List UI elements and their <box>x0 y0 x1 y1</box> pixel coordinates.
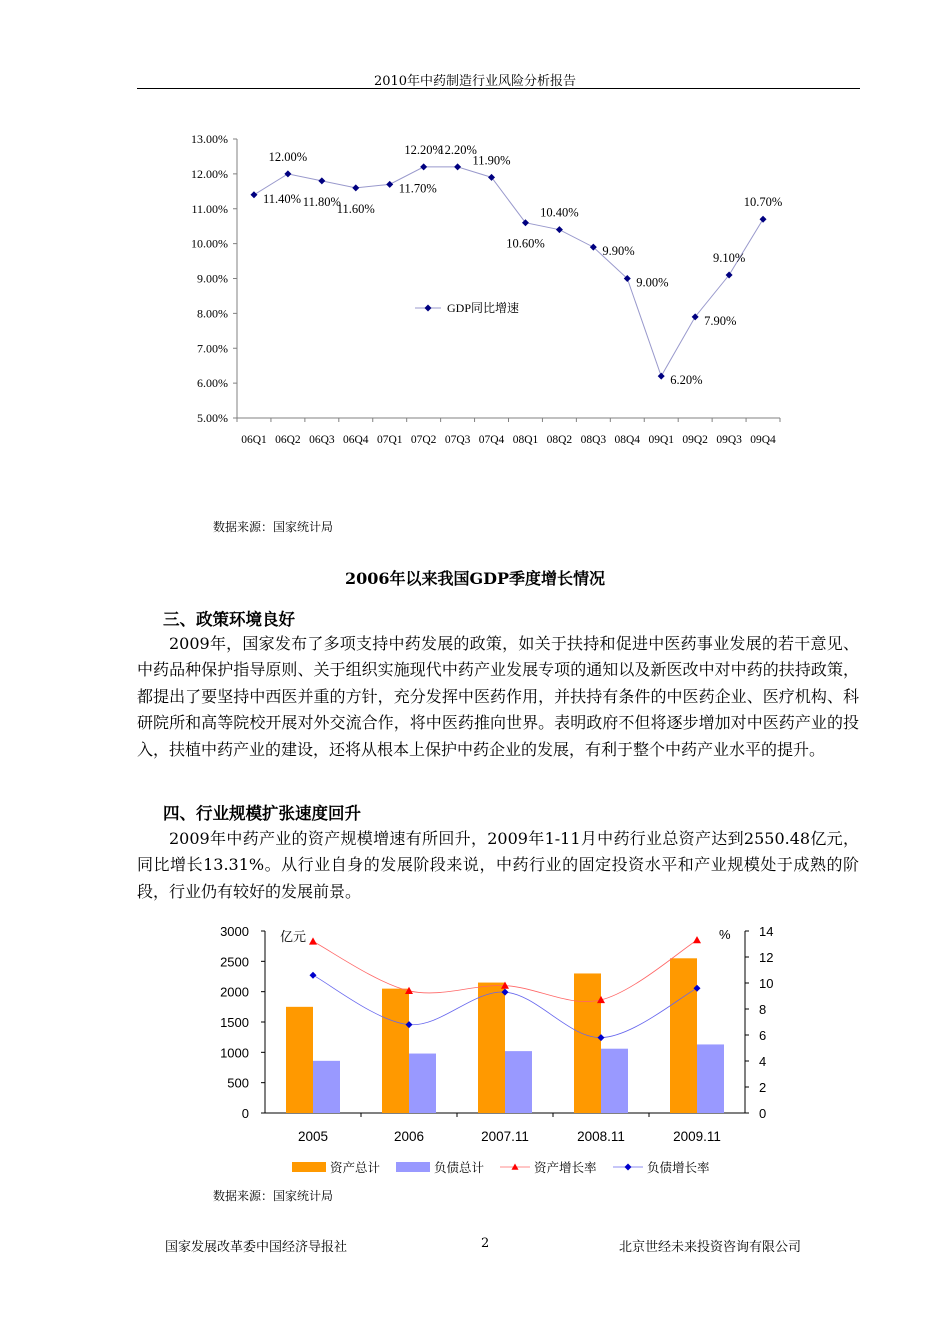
left-tick-label: 0 <box>241 1106 249 1121</box>
asset-rate-point <box>693 936 701 943</box>
right-tick-label: 6 <box>759 1028 767 1043</box>
liability-bar <box>601 1049 628 1113</box>
y-tick-label: 10.00% <box>191 236 228 251</box>
footer-left: 国家发展改革委中国经济导报社 <box>165 1240 348 1255</box>
x-tick-label: 09Q4 <box>750 434 776 446</box>
gdp-data-label: 12.20% <box>438 142 477 157</box>
asset-bar <box>382 989 409 1113</box>
y-tick-label: 9.00% <box>197 271 228 286</box>
gdp-point <box>352 184 359 191</box>
legend-liability-rate-marker <box>625 1164 632 1171</box>
x-tick-label: 06Q4 <box>343 434 369 446</box>
chart1-caption: 2006年以来我国GDP季度增长情况 <box>344 569 606 588</box>
y-tick-label: 7.00% <box>197 341 228 356</box>
gdp-point <box>386 181 393 188</box>
asset-rate-point <box>309 937 317 944</box>
section-paragraph-scale: 2009年中药产业的资产规模增速有所回升，2009年1-11月中药行业总资产达到2550.48亿元，同比增长13.31%。从行业自身的发展阶段来说，中药行业的固定投资水平和产业规模处于成熟的阶段，行业仍有较好的发展前景。 <box>137 829 859 901</box>
x-tick-label: 07Q2 <box>410 434 437 446</box>
gdp-point <box>420 163 427 170</box>
category-label: 2007.11 <box>481 1129 529 1144</box>
y-tick-label: 6.00% <box>197 376 228 391</box>
category-label: 2008.11 <box>577 1129 625 1144</box>
y-tick-label: 13.00% <box>191 132 228 146</box>
x-tick-label: 09Q3 <box>716 434 742 446</box>
asset-bar <box>286 1007 313 1113</box>
right-tick-label: 10 <box>759 976 774 991</box>
category-label: 2005 <box>297 1129 329 1144</box>
x-tick-label: 08Q1 <box>512 434 539 446</box>
left-tick-label: 1500 <box>220 1015 249 1030</box>
gdp-data-label: 9.00% <box>636 275 669 290</box>
assets-liabilities-chart <box>195 918 795 1183</box>
x-tick-label: 09Q1 <box>648 434 674 446</box>
right-tick-label: 4 <box>759 1054 767 1069</box>
gdp-data-label: 10.40% <box>540 205 579 220</box>
gdp-data-label: 11.90% <box>472 153 511 168</box>
footer-page-number: 2 <box>481 1236 490 1251</box>
gdp-data-label: 7.90% <box>704 313 737 328</box>
asset-bar <box>478 983 505 1113</box>
asset-bar <box>670 958 697 1113</box>
right-tick-label: 8 <box>759 1002 767 1017</box>
legend-label: GDP同比增速 <box>447 301 520 315</box>
category-label: 2006 <box>393 1129 425 1144</box>
gdp-data-label: 9.10% <box>712 251 746 266</box>
x-tick-label: 08Q2 <box>546 434 573 446</box>
gdp-data-label: 9.90% <box>602 244 635 259</box>
left-tick-label: 3000 <box>220 924 249 939</box>
right-tick-label: 2 <box>759 1080 767 1095</box>
y-tick-label: 12.00% <box>191 166 228 181</box>
legend-asset-label: 资产总计 <box>330 1161 381 1175</box>
gdp-data-label: 11.70% <box>398 181 437 196</box>
gdp-data-label: 12.00% <box>268 149 308 164</box>
liability-bar <box>505 1051 532 1113</box>
right-axis-unit: % <box>719 927 731 942</box>
gdp-point <box>454 163 461 170</box>
x-tick-label: 09Q2 <box>682 434 708 446</box>
gdp-point <box>760 216 767 223</box>
x-tick-label: 06Q2 <box>275 434 301 446</box>
gdp-data-label: 11.80% <box>302 194 341 209</box>
gdp-point <box>318 177 325 184</box>
left-tick-label: 1000 <box>220 1045 249 1061</box>
left-tick-label: 2500 <box>220 954 249 970</box>
chart1-source: 数据来源：国家统计局 <box>213 520 334 534</box>
legend-liability-rate-label: 负债增长率 <box>647 1161 710 1175</box>
gdp-growth-chart <box>160 120 800 450</box>
liability-bar <box>409 1054 436 1113</box>
right-tick-label: 0 <box>759 1106 767 1121</box>
gdp-point <box>250 191 257 198</box>
x-tick-label: 06Q3 <box>309 434 335 446</box>
category-label: 2009.11 <box>673 1129 721 1144</box>
page-header-title: 2010年中药制造行业风险分析报告 <box>373 74 577 89</box>
legend-liability-swatch <box>396 1162 430 1172</box>
x-tick-label: 07Q4 <box>478 434 505 446</box>
x-tick-label: 07Q1 <box>376 434 403 446</box>
x-tick-label: 08Q4 <box>614 434 641 446</box>
right-tick-label: 12 <box>759 950 774 965</box>
section-heading-scale: 四、行业规模扩张速度回升 <box>163 804 361 823</box>
asset-bar <box>574 973 601 1113</box>
legend-asset-rate-label: 资产增长率 <box>534 1161 597 1175</box>
gdp-point <box>284 170 291 177</box>
liability-bar <box>313 1061 340 1113</box>
x-tick-label: 06Q1 <box>241 434 267 446</box>
x-tick-label: 07Q3 <box>444 434 471 446</box>
left-axis-unit: 亿元 <box>280 929 307 944</box>
y-tick-label: 5.00% <box>197 411 228 425</box>
header-divider <box>137 88 860 89</box>
legend-liability-label: 负债总计 <box>434 1161 485 1175</box>
chart2-source: 数据来源：国家统计局 <box>213 1189 334 1203</box>
legend-asset-swatch <box>292 1162 326 1172</box>
y-tick-label: 8.00% <box>197 306 228 321</box>
liability-bar <box>697 1044 724 1113</box>
section-heading-policy: 三、政策环境良好 <box>163 610 295 629</box>
gdp-point <box>658 373 665 380</box>
section-paragraph-policy: 2009年，国家发布了多项支持中药发展的政策，如关于扶持和促进中医药事业发展的若干意见、中药品种保护指导原则、关于组织实施现代中药产业发展专项的通知以及新医改中对中药的扶持政策，都提出了要坚持中西医并重的方针，充分发挥中医药作用，并扶持有条件的中医药企业、医疗机构、科研院所和高等院校开展对外交流合作，将中医药推向世界。表明政府不但将逐步增加对中医药产业的投入，扶植中药产业的建设，还将从根本上保护中药企业的发展，有利于整个中药产业水平的提升。 <box>137 634 859 759</box>
right-tick-label: 14 <box>759 924 774 939</box>
gdp-data-label: 11.60% <box>336 201 375 216</box>
gdp-data-label: 12.20% <box>404 142 443 157</box>
gdp-data-label: 11.40% <box>262 191 302 206</box>
gdp-point <box>556 226 563 233</box>
left-tick-label: 2000 <box>220 984 249 1000</box>
gdp-data-label: 10.60% <box>506 236 545 251</box>
legend-marker <box>425 305 432 312</box>
y-tick-label: 11.00% <box>191 201 228 216</box>
gdp-data-label: 6.20% <box>670 373 703 388</box>
left-tick-label: 500 <box>227 1075 249 1091</box>
gdp-data-label: 10.70% <box>743 195 783 210</box>
x-tick-label: 08Q3 <box>580 434 607 446</box>
liability-rate-point <box>310 972 317 979</box>
footer-right: 北京世经未来投资咨询有限公司 <box>619 1240 802 1255</box>
